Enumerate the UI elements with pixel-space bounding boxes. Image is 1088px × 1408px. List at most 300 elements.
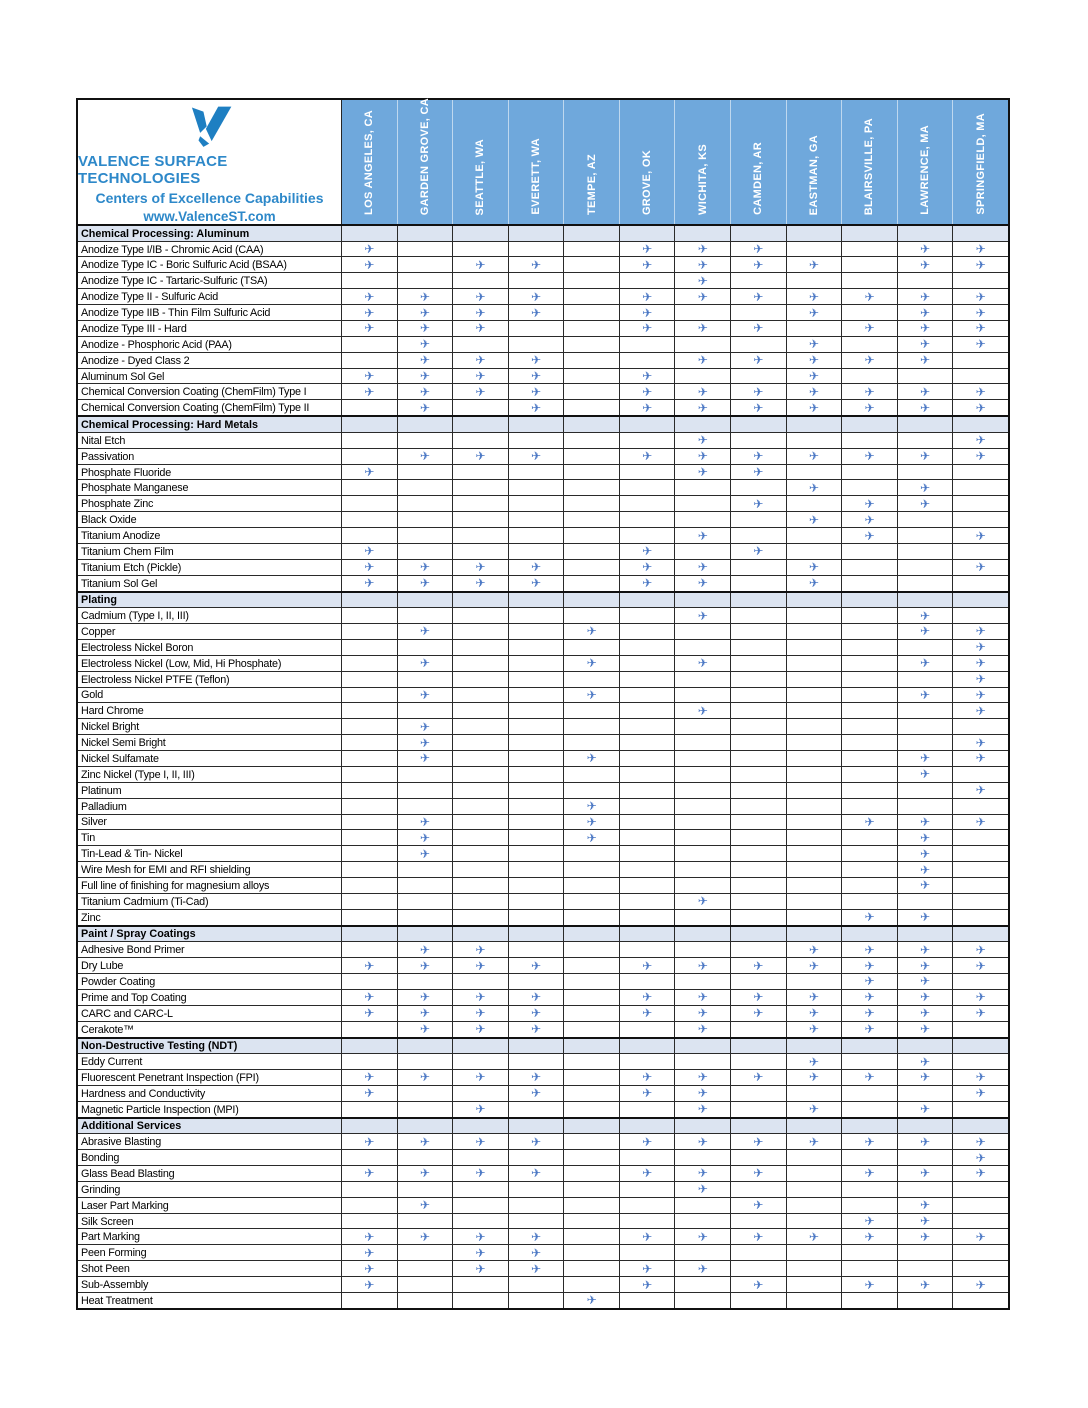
capability-cell [341,1006,397,1021]
airplane-icon: ✈ [419,624,430,639]
capability-cell [730,528,786,543]
capability-cell [730,799,786,814]
capability-cell [897,878,953,893]
table-row [78,750,1008,766]
airplane-icon: ✈ [419,1166,430,1181]
capability-cell [674,369,730,384]
capability-cell [897,608,953,623]
capability-cell [786,449,842,464]
capability-cell [730,1198,786,1213]
airplane-icon: ✈ [975,1277,986,1292]
column-header-8 [730,100,786,224]
airplane-icon: ✈ [808,990,819,1005]
airplane-icon: ✈ [753,465,764,479]
table-row [78,957,1008,973]
capability-cell [952,846,1008,861]
table-row [78,671,1008,687]
capability-cell [674,1198,730,1213]
capability-cell [674,878,730,893]
website-link[interactable]: www.ValenceST.com [143,209,276,224]
capability-cell [619,767,675,782]
capability-cell [674,990,730,1005]
capability-cell [952,1261,1008,1276]
capability-cell [619,496,675,511]
capability-cell [563,257,619,272]
row-label: Hard Chrome [81,705,144,718]
airplane-icon: ✈ [975,321,986,336]
airplane-icon: ✈ [920,958,931,973]
table-row [78,1276,1008,1292]
capability-cell [730,830,786,845]
table-row [78,639,1008,655]
row-label: Nickel Semi Bright [81,737,166,750]
airplane-icon: ✈ [753,400,764,415]
capability-cell [897,337,953,352]
capability-cell [563,528,619,543]
section-band-cell [952,1119,1008,1134]
capability-cell [730,1293,786,1308]
capability-cell [674,384,730,399]
airplane-icon: ✈ [530,289,542,304]
capability-cell [619,480,675,495]
airplane-icon: ✈ [864,1277,875,1292]
capability-cell [730,496,786,511]
airplane-icon: ✈ [364,465,375,479]
table-row [78,718,1008,734]
column-header-label: SPRINGFIELD, MA [974,113,987,215]
capability-cell [674,767,730,782]
airplane-icon: ✈ [753,289,764,304]
matrix-body [78,224,1008,1308]
capability-cell [341,400,397,415]
capability-cell [786,560,842,575]
capability-cell [786,990,842,1005]
section-band-cell [563,593,619,608]
capability-cell [786,751,842,766]
capability-cell [897,624,953,639]
capability-cell [786,703,842,718]
capability-cell [674,465,730,480]
airplane-icon: ✈ [642,1006,653,1021]
capability-cell [619,512,675,527]
row-label: Heat Treatment [81,1294,153,1307]
capability-cell [730,1102,786,1117]
capability-cell [397,656,453,671]
capability-cell [508,1134,564,1149]
capability-cell [952,608,1008,623]
capability-cell [786,672,842,687]
capability-cell [841,1293,897,1308]
capability-cell [786,337,842,352]
table-row [78,1133,1008,1149]
capability-cell [508,672,564,687]
capability-cell [952,337,1008,352]
capability-cell [730,974,786,989]
capability-cell [674,400,730,415]
capability-cell [619,305,675,320]
capability-cell [730,815,786,830]
capability-cell [952,719,1008,734]
airplane-icon: ✈ [753,1006,764,1021]
capability-cell [841,894,897,909]
capability-cell [452,321,508,336]
airplane-icon: ✈ [753,958,764,973]
capability-cell [508,337,564,352]
airplane-icon: ✈ [864,1134,875,1149]
capability-cell [786,1198,842,1213]
capability-cell [397,1214,453,1229]
airplane-icon: ✈ [419,369,430,384]
airplane-icon: ✈ [975,656,986,671]
airplane-icon: ✈ [364,257,375,272]
capability-cell [508,512,564,527]
row-label: Fluorescent Penetrant Inspection (FPI) [81,1071,259,1084]
airplane-icon: ✈ [697,1006,708,1021]
table-row [78,1165,1008,1181]
airplane-icon: ✈ [642,289,653,304]
capability-cell [619,337,675,352]
capability-cell [730,1054,786,1069]
capability-cell [952,703,1008,718]
section-band-cell [563,1119,619,1134]
capability-cell [952,480,1008,495]
table-row [78,352,1008,368]
capability-cell [452,1086,508,1101]
capability-cell [786,544,842,559]
airplane-icon: ✈ [753,1070,764,1085]
capability-cell [841,1070,897,1085]
capability-cell [563,544,619,559]
airplane-icon: ✈ [753,242,764,257]
capability-cell [730,1245,786,1260]
airplane-icon: ✈ [419,1229,430,1244]
capability-cell [563,719,619,734]
capability-cell [952,751,1008,766]
capability-cell [619,608,675,623]
airplane-icon: ✈ [920,1214,931,1228]
capability-cell [397,433,453,448]
airplane-icon: ✈ [642,958,653,973]
capability-cell [452,1134,508,1149]
capability-cell [341,449,397,464]
airplane-icon: ✈ [753,544,764,559]
capability-cell [452,974,508,989]
capability-cell [897,305,953,320]
capability-cell [674,1102,730,1117]
table-row [78,1085,1008,1101]
airplane-icon: ✈ [642,1070,653,1085]
row-label: Palladium [81,800,127,813]
table-row [78,829,1008,845]
capability-cell [841,1214,897,1229]
capability-cell [341,799,397,814]
capability-cell [452,862,508,877]
airplane-icon: ✈ [975,687,986,702]
capability-cell [452,640,508,655]
column-header-label: LAWRENCE, MA [919,125,932,215]
airplane-icon: ✈ [864,942,875,957]
capability-cell [619,528,675,543]
capability-cell [452,1214,508,1229]
capability-cell [730,656,786,671]
capability-cell [341,1182,397,1197]
capability-cell [786,289,842,304]
capability-cell [341,1214,397,1229]
capability-cell [508,719,564,734]
section-band-cell [452,226,508,241]
capability-cell [841,672,897,687]
capability-cell [730,624,786,639]
capability-cell [897,1022,953,1037]
capability-cell [674,1134,730,1149]
capability-cell [897,1054,953,1069]
capability-cell [508,353,564,368]
airplane-icon: ✈ [753,321,764,336]
capability-cell [841,1277,897,1292]
table-row [78,1213,1008,1229]
table-row [78,304,1008,320]
capability-cell [452,656,508,671]
capability-cell [341,1086,397,1101]
capability-cell [730,640,786,655]
airplane-icon: ✈ [364,958,375,973]
capability-cell [952,369,1008,384]
capability-cell [508,640,564,655]
section-band-cell [563,417,619,432]
capability-cell [952,257,1008,272]
airplane-icon: ✈ [920,656,931,671]
capability-cell [563,576,619,591]
airplane-icon: ✈ [975,751,986,766]
section-band-cell [674,1119,730,1134]
section-band-cell [619,927,675,942]
capability-cell [452,1102,508,1117]
capability-cell [730,894,786,909]
capability-cell [730,1150,786,1165]
capability-cell [563,1006,619,1021]
capability-cell [674,624,730,639]
capability-cell [841,1054,897,1069]
capability-cell [508,257,564,272]
capability-cell [563,830,619,845]
capability-cell [730,1261,786,1276]
airplane-icon: ✈ [920,767,931,782]
capability-cell [397,1086,453,1101]
capability-cell [619,910,675,925]
capability-cell [619,974,675,989]
row-label: Electroless Nickel PTFE (Teflon) [81,673,230,686]
airplane-icon: ✈ [864,384,875,399]
capability-cell [841,353,897,368]
column-header-label: GROVE, OK [641,149,654,215]
capability-cell [674,1182,730,1197]
section-band-cell [397,593,453,608]
capability-cell [897,384,953,399]
airplane-icon: ✈ [475,289,486,304]
capability-cell [452,1182,508,1197]
table-row [78,527,1008,543]
capability-cell [619,958,675,973]
airplane-icon: ✈ [419,958,430,973]
airplane-icon: ✈ [920,878,931,893]
capability-cell [674,894,730,909]
capability-cell [730,1134,786,1149]
row-label: Anodize Type IIB - Thin Film Sulfuric Acid [81,307,271,320]
airplane-icon: ✈ [920,384,931,399]
airplane-icon: ✈ [697,1102,708,1117]
section-band-cell [619,226,675,241]
airplane-icon: ✈ [753,384,764,399]
capability-cell [674,719,730,734]
capability-cell [563,560,619,575]
capability-cell [563,1198,619,1213]
capability-cell [508,656,564,671]
capability-cell [674,862,730,877]
table-row [78,798,1008,814]
capability-cell [841,1006,897,1021]
airplane-icon: ✈ [530,576,542,591]
capability-cell [452,1166,508,1181]
airplane-icon: ✈ [753,1229,764,1244]
capability-cell [952,974,1008,989]
capability-cell [397,958,453,973]
capability-cell [452,1198,508,1213]
airplane-icon: ✈ [475,1006,486,1021]
capability-cell [452,1277,508,1292]
airplane-icon: ✈ [475,1102,486,1117]
capability-cell [341,1054,397,1069]
section-band-cell [841,927,897,942]
capability-cell [897,433,953,448]
section-title: Chemical Processing: Hard Metals [81,419,259,432]
row-label: Anodize Type I/IB - Chromic Acid (CAA) [81,243,264,256]
capability-cell [452,1006,508,1021]
capability-cell [341,656,397,671]
capability-cell [508,1277,564,1292]
capability-cell [952,1022,1008,1037]
capability-cell [341,512,397,527]
section-band-cell [786,927,842,942]
capability-cell [619,384,675,399]
capability-cell [452,878,508,893]
airplane-icon: ✈ [530,1022,542,1037]
capability-cell [730,751,786,766]
row-label: Cadmium (Type I, II, III) [81,610,189,623]
capability-cell [897,703,953,718]
airplane-icon: ✈ [753,449,764,464]
airplane-icon: ✈ [697,1229,708,1244]
capability-cell [508,273,564,288]
row-label: Electroless Nickel (Low, Mid, Hi Phosphate) [81,657,282,670]
capability-cell [397,449,453,464]
airplane-icon: ✈ [697,528,708,543]
capability-cell [730,672,786,687]
section-band-cell [841,417,897,432]
capability-cell [563,433,619,448]
row-label: Phosphate Fluoride [81,466,172,479]
capability-cell [452,624,508,639]
airplane-icon: ✈ [975,560,986,575]
table-row [78,1228,1008,1244]
capability-cell [452,751,508,766]
column-header-label: CAMDEN, AR [752,142,765,215]
capability-cell [397,1182,453,1197]
table-row [78,687,1008,703]
airplane-icon: ✈ [419,576,430,591]
capability-cell [619,321,675,336]
capability-cell [508,608,564,623]
section-band-cell [452,1119,508,1134]
capability-cell [730,783,786,798]
airplane-icon: ✈ [475,305,486,320]
airplane-icon: ✈ [975,433,986,448]
row-label: Nickel Sulfamate [81,752,159,765]
airplane-icon: ✈ [753,496,764,511]
airplane-icon: ✈ [364,384,375,399]
row-label: Wire Mesh for EMI and RFI shielding [81,864,251,877]
capability-cell [786,321,842,336]
airplane-icon: ✈ [530,990,542,1005]
airplane-icon: ✈ [697,449,708,464]
capability-cell [563,783,619,798]
capability-cell [786,512,842,527]
capability-cell [619,1150,675,1165]
airplane-icon: ✈ [475,560,486,575]
capability-cell [619,273,675,288]
capability-cell [897,1261,953,1276]
capability-cell [841,433,897,448]
capability-cell [397,672,453,687]
capability-cell [341,862,397,877]
airplane-icon: ✈ [697,321,708,336]
capability-cell [563,353,619,368]
capability-cell [452,449,508,464]
capability-cell [619,1293,675,1308]
capability-cell [786,1245,842,1260]
capability-cell [841,512,897,527]
capability-cell [341,942,397,957]
capability-cell [508,846,564,861]
airplane-icon: ✈ [920,910,931,925]
capability-cell [897,1134,953,1149]
airplane-icon: ✈ [530,1006,542,1021]
matrix-header [78,97,1008,224]
capability-cell [341,990,397,1005]
column-header-12 [952,100,1008,224]
capability-cell [897,958,953,973]
airplane-icon: ✈ [753,990,764,1005]
column-header-7 [674,100,730,224]
capability-cell [508,465,564,480]
capability-cell [397,1022,453,1037]
capability-cell [619,751,675,766]
airplane-icon: ✈ [475,257,486,272]
capability-cell [563,672,619,687]
capability-cell [786,1166,842,1181]
capability-cell [952,862,1008,877]
capability-cell [563,974,619,989]
capability-cell [452,337,508,352]
airplane-icon: ✈ [586,799,597,814]
airplane-icon: ✈ [975,1006,986,1021]
airplane-icon: ✈ [475,990,486,1005]
row-label: Tin [81,832,95,845]
airplane-icon: ✈ [920,1134,931,1149]
capability-cell [786,1150,842,1165]
capability-cell [897,846,953,861]
capability-cell [952,305,1008,320]
row-label: Chemical Conversion Coating (ChemFilm) Type I [81,386,307,399]
